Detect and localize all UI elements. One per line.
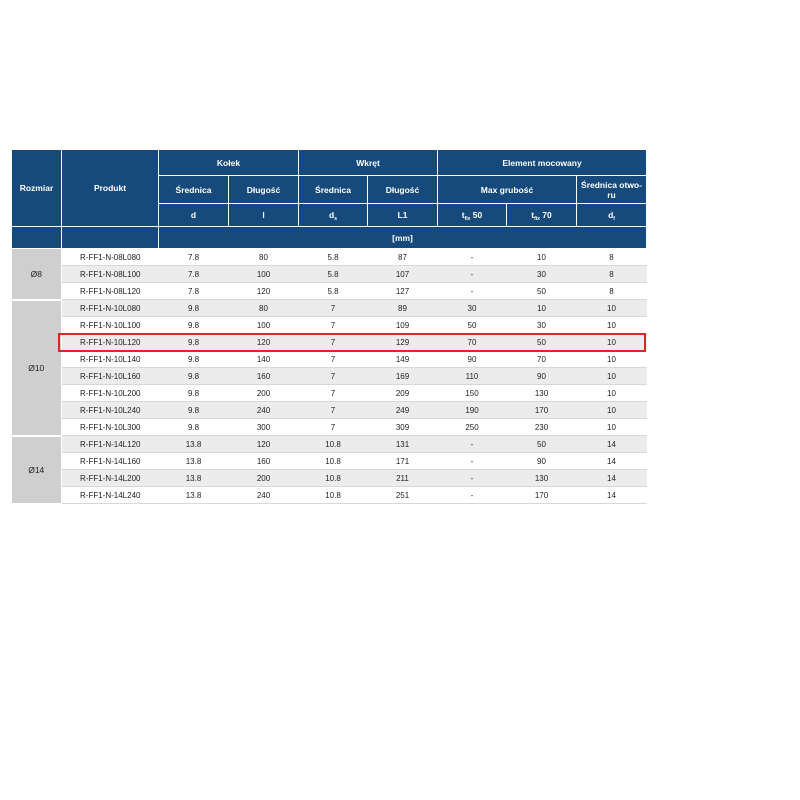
cell-tfix70: 70 <box>507 351 577 368</box>
cell-kolek-srednica: 9.8 <box>159 402 229 419</box>
cell-wkret-L1: 209 <box>368 385 438 402</box>
header-blank-rozmiar <box>12 227 62 249</box>
cell-produkt: R-FF1-N-14L120 <box>62 436 159 453</box>
table-row <box>12 351 647 368</box>
cell-tfix70: 50 <box>507 283 577 300</box>
header-kolek-dlugosc: Długość <box>229 176 299 204</box>
cell-tfix50: - <box>438 283 507 300</box>
table-header <box>12 150 647 249</box>
cell-tfix70: 130 <box>507 385 577 402</box>
cell-kolek-dlugosc: 160 <box>229 453 299 470</box>
table-row <box>12 436 647 453</box>
cell-kolek-srednica: 13.8 <box>159 436 229 453</box>
cell-wkret-srednica: 7 <box>299 317 368 334</box>
cell-kolek-dlugosc: 80 <box>229 300 299 317</box>
cell-df: 10 <box>577 334 647 351</box>
cell-df: 8 <box>577 249 647 266</box>
table-row <box>12 249 647 266</box>
cell-wkret-L1: 129 <box>368 334 438 351</box>
cell-tfix70: 30 <box>507 317 577 334</box>
cell-produkt: R-FF1-N-14L240 <box>62 487 159 504</box>
cell-tfix50: 90 <box>438 351 507 368</box>
table-body <box>12 249 647 504</box>
cell-df: 10 <box>577 402 647 419</box>
cell-tfix50: 70 <box>438 334 507 351</box>
cell-kolek-srednica: 9.8 <box>159 368 229 385</box>
cell-tfix50: 190 <box>438 402 507 419</box>
cell-tfix70: 170 <box>507 487 577 504</box>
cell-df: 10 <box>577 351 647 368</box>
cell-tfix70: 230 <box>507 419 577 436</box>
cell-wkret-srednica: 7 <box>299 385 368 402</box>
cell-df: 10 <box>577 385 647 402</box>
symbol-d: d <box>159 204 229 227</box>
symbol-ds-main: d <box>329 210 335 220</box>
cell-tfix50: - <box>438 470 507 487</box>
cell-kolek-dlugosc: 160 <box>229 368 299 385</box>
symbol-tfix50-sub: fix <box>464 216 471 222</box>
cell-kolek-srednica: 7.8 <box>159 283 229 300</box>
cell-produkt: R-FF1-N-14L200 <box>62 470 159 487</box>
cell-df: 14 <box>577 436 647 453</box>
cell-wkret-L1: 87 <box>368 249 438 266</box>
symbol-tfix50 <box>438 204 507 227</box>
cell-kolek-dlugosc: 140 <box>229 351 299 368</box>
symbol-tfix70-val: 70 <box>539 210 552 220</box>
table-row <box>12 283 647 300</box>
cell-wkret-L1: 211 <box>368 470 438 487</box>
cell-tfix50: - <box>438 436 507 453</box>
table-row <box>12 385 647 402</box>
symbol-tfix70-main: t <box>531 210 535 220</box>
cell-kolek-srednica: 7.8 <box>159 266 229 283</box>
cell-wkret-L1: 131 <box>368 436 438 453</box>
cell-wkret-srednica: 10.8 <box>299 436 368 453</box>
symbol-df-main: d <box>608 210 614 220</box>
cell-tfix50: 30 <box>438 300 507 317</box>
symbol-l: l <box>229 204 299 227</box>
table-row <box>12 487 647 504</box>
cell-kolek-dlugosc: 120 <box>229 334 299 351</box>
cell-tfix70: 90 <box>507 368 577 385</box>
table-row <box>12 368 647 385</box>
size-cell: Ø10 <box>12 300 62 436</box>
cell-wkret-L1: 309 <box>368 419 438 436</box>
symbol-ds <box>299 204 368 227</box>
table-row <box>12 266 647 283</box>
cell-df: 8 <box>577 266 647 283</box>
header-kolek-srednica: Średnica <box>159 176 229 204</box>
symbol-df-sub: f <box>613 216 615 222</box>
cell-kolek-dlugosc: 120 <box>229 436 299 453</box>
symbol-L1: L1 <box>368 204 438 227</box>
product-spec-table <box>11 149 647 505</box>
cell-kolek-srednica: 9.8 <box>159 334 229 351</box>
symbol-ds-sub: s <box>334 216 337 222</box>
cell-kolek-srednica: 13.8 <box>159 470 229 487</box>
cell-kolek-srednica: 9.8 <box>159 351 229 368</box>
cell-kolek-srednica: 13.8 <box>159 487 229 504</box>
cell-produkt: R-FF1-N-10L300 <box>62 419 159 436</box>
cell-tfix70: 10 <box>507 249 577 266</box>
cell-produkt: R-FF1-N-10L100 <box>62 317 159 334</box>
cell-produkt: R-FF1-N-10L160 <box>62 368 159 385</box>
cell-produkt: R-FF1-N-08L120 <box>62 283 159 300</box>
cell-wkret-srednica: 7 <box>299 402 368 419</box>
cell-wkret-L1: 169 <box>368 368 438 385</box>
cell-kolek-dlugosc: 100 <box>229 266 299 283</box>
header-srednica-otworu: Średnica otwo-ru <box>577 176 647 204</box>
cell-kolek-dlugosc: 200 <box>229 470 299 487</box>
cell-tfix70: 90 <box>507 453 577 470</box>
cell-wkret-srednica: 10.8 <box>299 453 368 470</box>
cell-wkret-srednica: 5.8 <box>299 249 368 266</box>
cell-df: 14 <box>577 487 647 504</box>
symbol-tfix70 <box>507 204 577 227</box>
cell-produkt: R-FF1-N-08L100 <box>62 266 159 283</box>
cell-wkret-L1: 171 <box>368 453 438 470</box>
cell-df: 10 <box>577 419 647 436</box>
cell-wkret-L1: 127 <box>368 283 438 300</box>
cell-kolek-srednica: 9.8 <box>159 419 229 436</box>
size-cell: Ø8 <box>12 249 62 300</box>
cell-kolek-dlugosc: 200 <box>229 385 299 402</box>
cell-kolek-dlugosc: 100 <box>229 317 299 334</box>
header-max-grubosc: Max grubość <box>438 176 577 204</box>
cell-kolek-dlugosc: 240 <box>229 402 299 419</box>
cell-tfix50: 110 <box>438 368 507 385</box>
cell-wkret-srednica: 10.8 <box>299 470 368 487</box>
cell-produkt: R-FF1-N-10L080 <box>62 300 159 317</box>
table-row <box>12 453 647 470</box>
cell-produkt: R-FF1-N-10L240 <box>62 402 159 419</box>
cell-wkret-srednica: 7 <box>299 368 368 385</box>
cell-wkret-srednica: 7 <box>299 419 368 436</box>
table-row <box>12 402 647 419</box>
size-cell: Ø14 <box>12 436 62 504</box>
header-wkret-srednica: Średnica <box>299 176 368 204</box>
cell-kolek-dlugosc: 80 <box>229 249 299 266</box>
cell-tfix70: 50 <box>507 436 577 453</box>
cell-wkret-L1: 109 <box>368 317 438 334</box>
cell-wkret-L1: 251 <box>368 487 438 504</box>
cell-tfix50: - <box>438 266 507 283</box>
cell-kolek-dlugosc: 300 <box>229 419 299 436</box>
cell-tfix50: 150 <box>438 385 507 402</box>
cell-wkret-srednica: 10.8 <box>299 487 368 504</box>
cell-df: 10 <box>577 300 647 317</box>
table-row <box>12 470 647 487</box>
cell-df: 14 <box>577 470 647 487</box>
symbol-tfix70-sub: fix <box>534 216 540 222</box>
cell-tfix50: - <box>438 453 507 470</box>
cell-wkret-L1: 89 <box>368 300 438 317</box>
cell-tfix50: - <box>438 487 507 504</box>
cell-tfix70: 30 <box>507 266 577 283</box>
symbol-tfix50-val: 50 <box>470 210 483 220</box>
cell-df: 14 <box>577 453 647 470</box>
cell-wkret-L1: 149 <box>368 351 438 368</box>
cell-kolek-srednica: 9.8 <box>159 300 229 317</box>
header-kolek: Kołek <box>159 150 299 176</box>
cell-df: 10 <box>577 368 647 385</box>
table-row <box>12 300 647 317</box>
table-row <box>12 419 647 436</box>
table-row <box>12 317 647 334</box>
cell-df: 10 <box>577 317 647 334</box>
cell-tfix50: 250 <box>438 419 507 436</box>
symbol-df <box>577 204 647 227</box>
cell-tfix50: - <box>438 249 507 266</box>
cell-wkret-srednica: 7 <box>299 351 368 368</box>
cell-df: 8 <box>577 283 647 300</box>
cell-wkret-srednica: 7 <box>299 334 368 351</box>
cell-kolek-srednica: 9.8 <box>159 317 229 334</box>
header-produkt: Produkt <box>62 150 159 227</box>
cell-kolek-dlugosc: 240 <box>229 487 299 504</box>
cell-wkret-L1: 107 <box>368 266 438 283</box>
header-rozmiar: Rozmiar <box>12 150 62 227</box>
cell-kolek-srednica: 7.8 <box>159 249 229 266</box>
cell-wkret-srednica: 5.8 <box>299 266 368 283</box>
cell-tfix70: 50 <box>507 334 577 351</box>
header-wkret-dlugosc: Długość <box>368 176 438 204</box>
cell-produkt: R-FF1-N-08L080 <box>62 249 159 266</box>
cell-kolek-srednica: 13.8 <box>159 453 229 470</box>
cell-tfix70: 130 <box>507 470 577 487</box>
symbol-tfix50-main: t <box>461 210 465 220</box>
table-row <box>12 334 647 351</box>
cell-produkt: R-FF1-N-10L140 <box>62 351 159 368</box>
cell-produkt: R-FF1-N-10L200 <box>62 385 159 402</box>
cell-produkt: R-FF1-N-10L120 <box>62 334 159 351</box>
cell-tfix70: 170 <box>507 402 577 419</box>
cell-wkret-srednica: 7 <box>299 300 368 317</box>
header-element-mocowany: Element mocowany <box>438 150 647 176</box>
header-unit: [mm] <box>159 227 647 249</box>
cell-kolek-srednica: 9.8 <box>159 385 229 402</box>
cell-tfix50: 50 <box>438 317 507 334</box>
cell-wkret-L1: 249 <box>368 402 438 419</box>
cell-kolek-dlugosc: 120 <box>229 283 299 300</box>
cell-produkt: R-FF1-N-14L160 <box>62 453 159 470</box>
product-spec-table-wrapper <box>11 149 646 505</box>
cell-wkret-srednica: 5.8 <box>299 283 368 300</box>
header-wkret: Wkręt <box>299 150 438 176</box>
cell-tfix70: 10 <box>507 300 577 317</box>
header-blank-produkt <box>62 227 159 249</box>
